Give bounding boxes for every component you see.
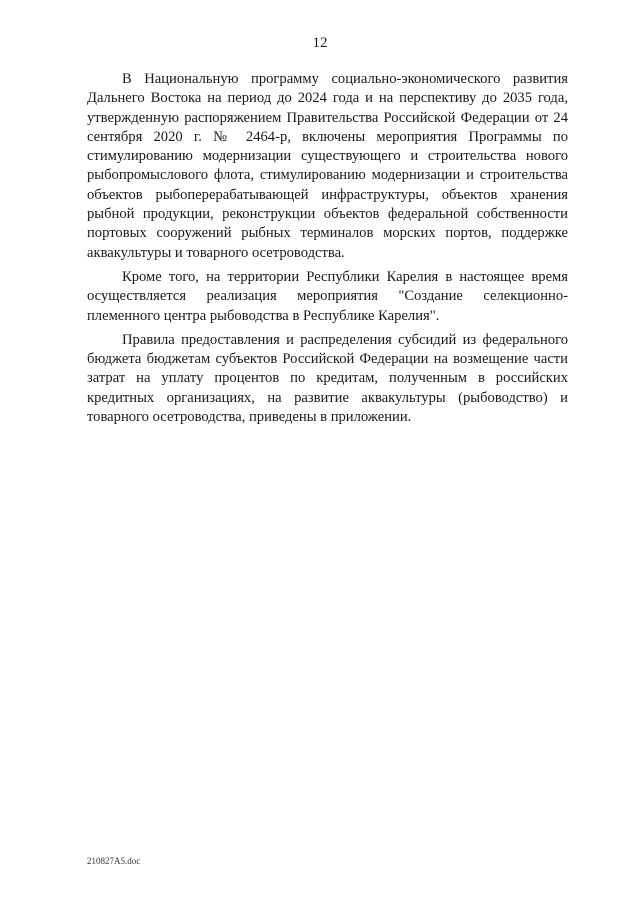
document-file-code: 210827A5.doc (87, 856, 141, 866)
paragraph-program: В Национальную программу социально-экономического развития Дальнего Востока на период до 2024 года и на перспективу до 2035 года, утвержденную распоряжением Правительства Российской Федерации от 24 сентября 2020 г. № 2464-р, включены мероприятия Программы по стимулированию модернизации существующего и строительства нового рыбопромыслового флота, стимулированию модернизации и строительства объектов рыбоперерабатывающей инфраструктуры, объектов хранения рыбной продукции, реконструкции объектов федеральной собственности портовых сооружений рыбных терминалов морских портов, поддержке аквакультуры и товарного осетроводства. (87, 71, 568, 261)
page-number: 12 (312, 35, 328, 51)
document-body (87, 70, 568, 432)
paragraph-subsidy-rules: Правила предоставления и распределения субсидий из федерального бюджета бюджетам субъектов Российской Федерации на возмещение части затрат на уплату процентов по кредитам, полученным в российских кредитных организациях, на развитие аквакультуры (рыбоводство) и товарного осетроводства, приведены в приложении. (87, 331, 568, 426)
paragraph-karelia: Кроме того, на территории Республики Карелия в настоящее время осуществляется реализация мероприятия "Создание селекционно-племенного центра рыбоводства в Республике Карелия". (87, 268, 568, 324)
